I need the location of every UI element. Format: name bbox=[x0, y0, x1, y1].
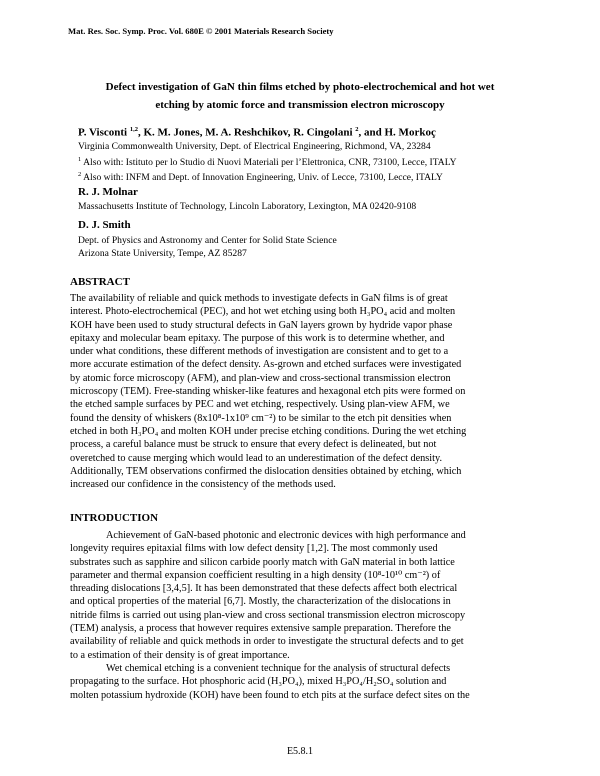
abstract-line: found the density of whiskers (8x10⁸-1x10⁹ cm⁻²) to be similar to the etch pit densities when bbox=[70, 412, 452, 424]
abstract-line: Additionally, TEM observations confirmed the dislocation densities obtained by etching, which bbox=[70, 465, 462, 477]
page-number: E5.8.1 bbox=[286, 746, 314, 757]
affiliation-vcu: Virginia Commonwealth University, Dept. of Electrical Engineering, Richmond, VA, 23284 bbox=[78, 141, 431, 152]
affiliation-cnr bbox=[78, 154, 457, 170]
intro-line: longevity requires epitaxial films with low defect density [1,2]. The most commonly used bbox=[70, 543, 438, 555]
intro-line: molten potassium hydroxide (KOH) have been found to etch pits at the surface defect sites on the bbox=[70, 689, 470, 701]
intro-line: and optical properties of the material [6,7]. Mostly, the characterization of the dislocations in bbox=[70, 596, 451, 608]
intro-line: nitride films is carried out using plan-view and cross sectional transmission electron microscopy bbox=[70, 609, 466, 621]
abstract-line: microscopy (TEM). Free-standing whisker-like features and hexagonal etch pits were formed on bbox=[70, 386, 466, 398]
intro-line: parameter and thermal expansion coefficient resulting in a high density (10⁸-10¹⁰ cm⁻²) of bbox=[70, 569, 441, 581]
intro-line: Achievement of GaN-based photonic and electronic devices with high performance and bbox=[106, 530, 466, 541]
author-sup-1: 1,2 bbox=[129, 126, 138, 133]
author-text-2: , K. M. Jones, M. A. Reshchikov, R. Cingolani bbox=[137, 126, 356, 139]
affiliation-asu-line-2: Arizona State University, Tempe, AZ 85287 bbox=[78, 247, 247, 259]
abstract-line: overetched to cause merging which would lead to an underestimation of the defect density. bbox=[70, 452, 443, 464]
intro-line: Wet chemical etching is a convenient technique for the analysis of structural defects bbox=[106, 662, 451, 674]
intro-line: substrates such as sapphire and silicon carbide poorly match with GaN material in both lattice bbox=[70, 556, 455, 568]
abstract-line: process, a careful balance must be struck to ensure that every defect is delineated, but not bbox=[70, 439, 437, 451]
affiliation-cnr-sup: 1 bbox=[78, 155, 82, 163]
affiliation-asu-line-1: Dept. of Physics and Astronomy and Center for Solid State Science bbox=[78, 235, 337, 246]
title-line-2: etching by atomic force and transmission electron microscopy bbox=[155, 99, 445, 111]
paper-title bbox=[50, 78, 550, 114]
intro-line: availability of reliable and quick methods in order to investigate the structural defects and to get bbox=[70, 636, 464, 648]
abstract-line: under what conditions, these different methods of investigation are consistent and to get to a bbox=[70, 346, 449, 358]
abstract-line: more accurate estimation of the defect density. As-grown and etched surfaces were investigated bbox=[70, 359, 462, 371]
introduction-body bbox=[70, 529, 540, 702]
author-smith: D. J. Smith bbox=[78, 219, 131, 231]
abstract-line: interest. Photo-electrochemical (PEC), and hot wet etching using both H₃PO₄ acid and molten bbox=[70, 306, 456, 318]
journal-header: Mat. Res. Soc. Symp. Proc. Vol. 680E © 2001 Materials Research Society bbox=[68, 26, 334, 36]
abstract-line: by atomic force microscopy (AFM), and plan-view and cross-sectional transmission electron bbox=[70, 372, 451, 384]
title-line-1: Defect investigation of GaN thin films etched by photo-electrochemical and hot wet bbox=[105, 81, 495, 93]
abstract-line: The availability of reliable and quick methods to investigate defects in GaN films is of great bbox=[70, 293, 448, 304]
abstract-line: the etched sample surfaces by PEC and wet etching, respectively. Using plan-view AFM, we bbox=[70, 399, 450, 411]
introduction-heading: INTRODUCTION bbox=[70, 512, 159, 524]
abstract-heading: ABSTRACT bbox=[70, 276, 130, 288]
intro-line: to a estimation of their density is of great importance. bbox=[70, 649, 290, 661]
intro-line: (TEM) analysis, a process that however requires extensive sample preparation. Therefore the bbox=[70, 623, 451, 635]
abstract-line: epitaxy and molecular beam epitaxy. The purpose of this work is to determine whether, and bbox=[70, 332, 445, 344]
affiliation-cnr-text: Also with: Istituto per lo Studio di Nuovi Materiali per l’Elettronica, CNR, 73100, Lecce, ITALY bbox=[81, 156, 457, 168]
abstract-line: KOH have been used to study structural defects in GaN layers grown by hydride vapor phase bbox=[70, 319, 453, 331]
author-text-3: , and H. Morkoç bbox=[358, 126, 436, 139]
author-list bbox=[78, 126, 436, 139]
affiliation-1 bbox=[78, 141, 457, 185]
intro-line: propagating to the surface. Hot phosphoric acid (H₃PO₄), mixed H₃PO₄/H₂SO₄ solution and bbox=[70, 676, 447, 688]
author-molnar: R. J. Molnar bbox=[78, 186, 138, 198]
abstract-line: increased our confidence in the consistency of the methods used. bbox=[70, 479, 336, 491]
author-text-1: P. Visconti bbox=[78, 126, 130, 139]
affiliation-mit: Massachusetts Institute of Technology, Lincoln Laboratory, Lexington, MA 02420-9108 bbox=[78, 201, 417, 212]
intro-line: threading dislocations [3,4,5]. It has been demonstrated that these defects affect both electrical bbox=[70, 583, 458, 595]
affiliation-infm-sup: 2 bbox=[78, 171, 82, 179]
affiliation-infm-text: Also with: INFM and Dept. of Innovation Engineering, Univ. of Lecce, 73100, Lecce, ITALY bbox=[81, 172, 443, 184]
abstract-line: etched in both H₃PO₄ and molten KOH under precise etching conditions. During the wet etching bbox=[70, 425, 467, 437]
author-sup-2: 2 bbox=[355, 126, 359, 133]
abstract-body bbox=[70, 292, 540, 491]
affiliation-asu bbox=[78, 235, 337, 260]
affiliation-infm bbox=[78, 169, 457, 185]
